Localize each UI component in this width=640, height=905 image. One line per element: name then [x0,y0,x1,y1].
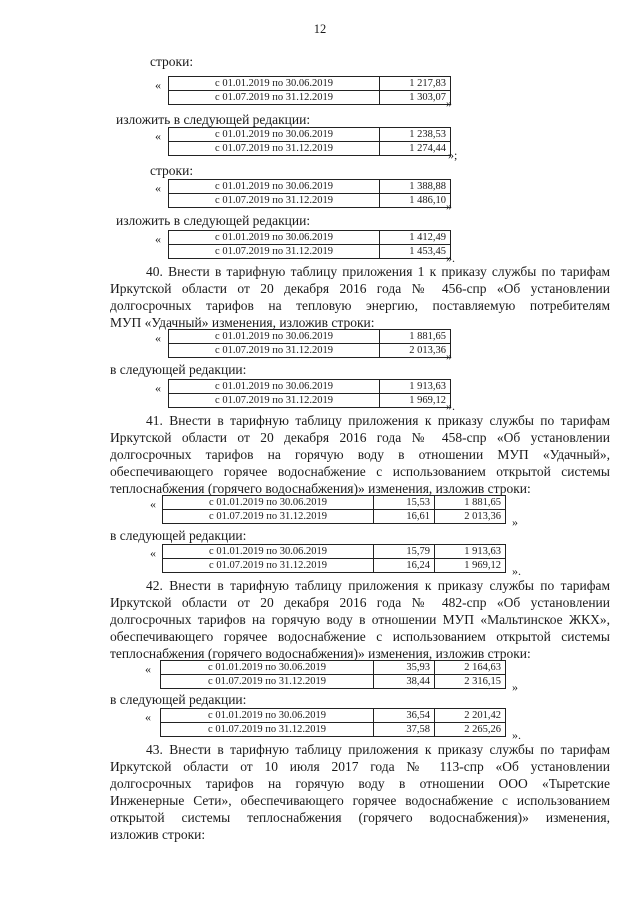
period-cell: с 01.01.2019 по 30.06.2019 [169,77,380,91]
para41-line3: долгосрочных тарифов на горячую воду в отношении МУП «Удачный», [110,447,610,462]
period-cell: с 01.07.2019 по 31.12.2019 [169,194,380,208]
period-cell: с 01.07.2019 по 31.12.2019 [163,559,374,573]
value-cell: 1 303,07 [380,91,451,105]
table-row [163,559,506,573]
para40-line4: МУП «Удачный» изменения, изложив строки: [110,315,375,330]
value-cell: 1 881,65 [435,496,506,510]
para41-line4: обеспечивающего горячее водоснабжение с использованием открытой системы [110,464,610,479]
para43-line3: долгосрочных тарифов на горячую воду в отношении ООО «Тыретские [110,776,610,791]
para43-line5: открытой системы теплоснабжения (горячего водоснабжения)» изменения, [110,810,610,825]
table-row [169,394,451,408]
value-cell: 1 453,45 [380,245,451,259]
period-cell: с 01.07.2019 по 31.12.2019 [169,394,380,408]
tariff-table-5 [168,329,451,358]
para40-line1: 40. Внести в тарифную таблицу приложения 1 к приказу службы по тарифам [146,264,610,279]
value-cell: 2 265,26 [435,723,506,737]
period-cell: с 01.01.2019 по 30.06.2019 [169,380,380,394]
open-quote: « [155,129,161,143]
close-quote: » [446,96,452,110]
tariff-table-7 [162,495,506,524]
page-number: 12 [313,22,327,36]
para43-line4: Инженерные Сети», обеспечивающего горячее водоснабжение с использованием [110,793,610,808]
value-cell: 2 013,36 [435,510,506,524]
value-cell: 2 316,15 [435,675,506,689]
para41-line1: 41. Внести в тарифную таблицу приложения к приказу службы по тарифам [146,413,610,428]
period-cell: с 01.07.2019 по 31.12.2019 [169,344,380,358]
label-izlozhit: изложить в следующей редакции: [116,112,311,127]
value-cell: 1 238,53 [380,128,451,142]
para43-line1: 43. Внести в тарифную таблицу приложения к приказу службы по тарифам [146,742,610,757]
tariff-table-4 [168,230,451,259]
value-cell: 1 217,83 [380,77,451,91]
period-cell: с 01.07.2019 по 31.12.2019 [169,91,380,105]
para43-line6: изложив строки: [110,827,206,842]
open-quote: « [145,710,151,724]
table-row [161,709,506,723]
table-row [169,194,451,208]
table-row [163,496,506,510]
open-quote: « [155,232,161,246]
period-cell: с 01.07.2019 по 31.12.2019 [161,675,374,689]
para42-line3: долгосрочных тарифов на горячую воду в отношении МУП «Мальтинское ЖКХ», [110,612,610,627]
value-cell: 15,53 [374,496,435,510]
label-izlozhit: изложить в следующей редакции: [116,213,311,228]
label-v-sled: в следующей редакции: [110,362,247,377]
para42-line2: Иркутской области от 20 декабря 2016 года № 482-спр «Об установлении [110,595,610,610]
value-cell: 2 013,36 [380,344,451,358]
value-cell: 37,58 [374,723,435,737]
value-cell: 16,61 [374,510,435,524]
close-quote: ». [512,564,521,578]
table-row [169,77,451,91]
table-row [161,723,506,737]
open-quote: « [155,181,161,195]
period-cell: с 01.01.2019 по 30.06.2019 [163,545,374,559]
tariff-table-10 [160,708,506,737]
para40-line3: долгосрочных тарифов на тепловую энергию, поставляемую потребителям [110,298,610,313]
open-quote: « [150,497,156,511]
period-cell: с 01.01.2019 по 30.06.2019 [161,709,374,723]
table-row [161,661,506,675]
period-cell: с 01.07.2019 по 31.12.2019 [163,510,374,524]
value-cell: 1 486,10 [380,194,451,208]
table-row [163,510,506,524]
period-cell: с 01.01.2019 по 30.06.2019 [169,330,380,344]
value-cell: 35,93 [374,661,435,675]
period-cell: с 01.01.2019 по 30.06.2019 [169,180,380,194]
open-quote: « [155,331,161,345]
tariff-table-6 [168,379,451,408]
close-quote: » [512,680,518,694]
period-cell: с 01.07.2019 по 31.12.2019 [169,245,380,259]
label-v-sled: в следующей редакции: [110,528,247,543]
open-quote: « [155,381,161,395]
para40-line2: Иркутской области от 20 декабря 2016 года № 456-спр «Об установлении [110,281,610,296]
open-quote: « [150,546,156,560]
para42-line5: теплоснабжения (горячего водоснабжения)» изменения, изложив строки: [110,646,531,661]
close-quote: ». [512,728,521,742]
table-row [169,344,451,358]
value-cell: 36,54 [374,709,435,723]
table-row [169,231,451,245]
value-cell: 1 969,12 [380,394,451,408]
open-quote: « [155,78,161,92]
period-cell: с 01.07.2019 по 31.12.2019 [169,142,380,156]
value-cell: 16,24 [374,559,435,573]
para42-line4: обеспечивающего горячее водоснабжение с использованием открытой системы [110,629,610,644]
table-row [161,675,506,689]
period-cell: с 01.01.2019 по 30.06.2019 [169,128,380,142]
value-cell: 2 201,42 [435,709,506,723]
period-cell: с 01.07.2019 по 31.12.2019 [161,723,374,737]
period-cell: с 01.01.2019 по 30.06.2019 [169,231,380,245]
table-row [169,142,451,156]
table-row [169,91,451,105]
label-v-sled: в следующей редакции: [110,692,247,707]
tariff-table-3 [168,179,451,208]
table-row [169,180,451,194]
open-quote: « [145,662,151,676]
value-cell: 1 412,49 [380,231,451,245]
close-quote: ». [446,399,455,413]
value-cell: 1 913,63 [435,545,506,559]
close-quote: »; [448,148,458,162]
tariff-table-2 [168,127,451,156]
table-row [169,330,451,344]
table-row [163,545,506,559]
close-quote: ». [446,251,455,265]
close-quote: » [446,349,452,363]
table-row [169,128,451,142]
value-cell: 1 274,44 [380,142,451,156]
value-cell: 1 881,65 [380,330,451,344]
tariff-table-9 [160,660,506,689]
value-cell: 1 913,63 [380,380,451,394]
close-quote: » [446,199,452,213]
table-row [169,380,451,394]
tariff-table-1 [168,76,451,105]
para41-line2: Иркутской области от 20 декабря 2016 года № 458-спр «Об установлении [110,430,610,445]
close-quote: » [512,515,518,529]
para42-line1: 42. Внести в тарифную таблицу приложения к приказу службы по тарифам [146,578,610,593]
value-cell: 2 164,63 [435,661,506,675]
value-cell: 1 969,12 [435,559,506,573]
para43-line2: Иркутской области от 10 июля 2017 года № 113-спр «Об установлении [110,759,610,774]
value-cell: 15,79 [374,545,435,559]
value-cell: 38,44 [374,675,435,689]
period-cell: с 01.01.2019 по 30.06.2019 [163,496,374,510]
value-cell: 1 388,88 [380,180,451,194]
table-row [169,245,451,259]
label-stroki: строки: [150,163,194,178]
tariff-table-8 [162,544,506,573]
para41-line5: теплоснабжения (горячего водоснабжения)» изменения, изложив строки: [110,481,531,496]
period-cell: с 01.01.2019 по 30.06.2019 [161,661,374,675]
label-stroki: строки: [150,54,194,69]
